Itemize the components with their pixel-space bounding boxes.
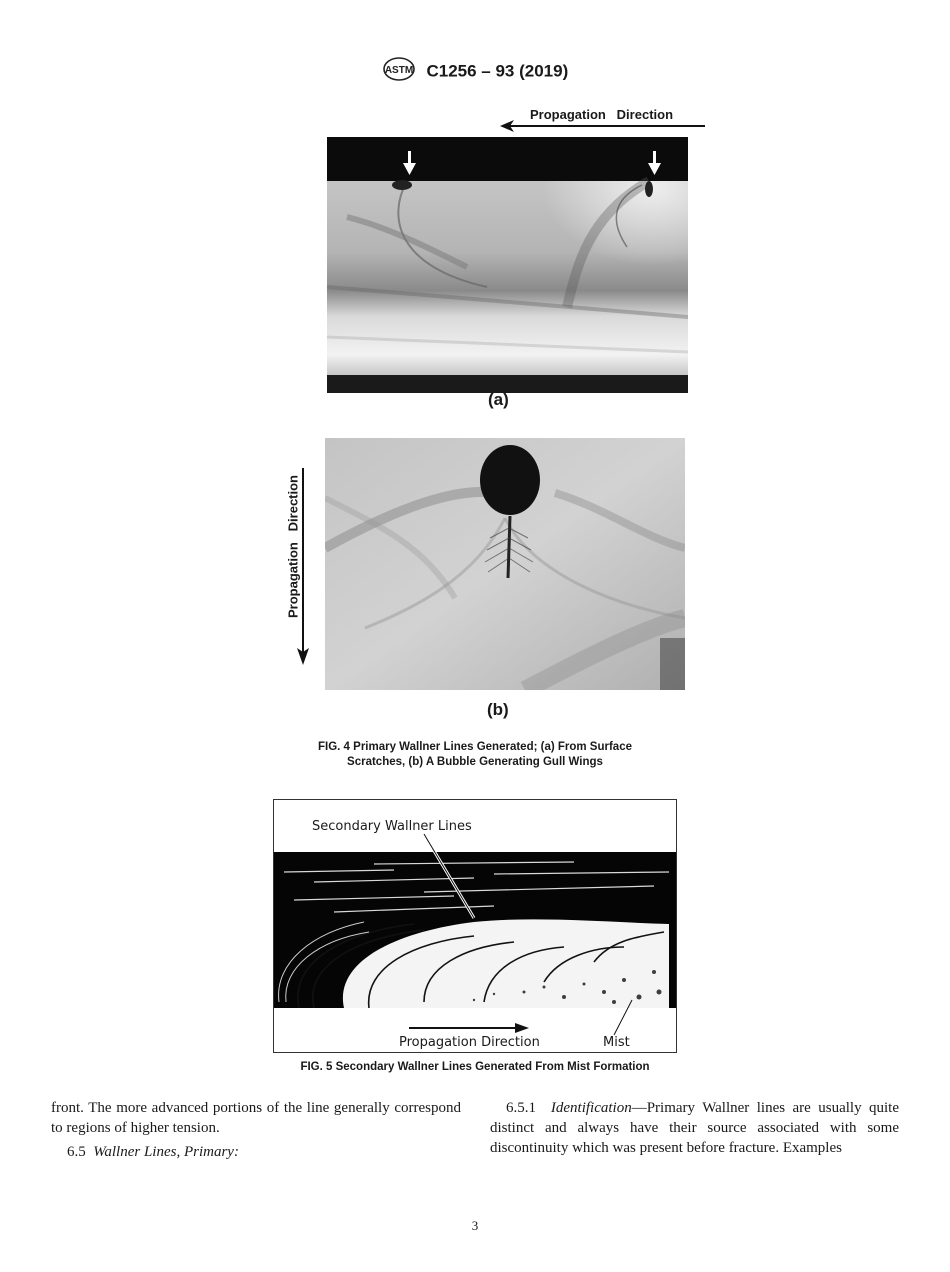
body-right-column (490, 1098, 899, 1158)
section-heading-6-5 (51, 1142, 461, 1162)
subsection-title: Identification (550, 1100, 632, 1116)
arrow-left-icon (500, 119, 705, 137)
fig4a-direction-label: Propagation Direction (530, 107, 674, 122)
fig5-direction-label: Propagation Direction (399, 1035, 540, 1050)
body-left-column (51, 1098, 461, 1162)
fig5-secondary-label: Secondary Wallner Lines (312, 819, 472, 834)
fig4-caption-line2: Scratches, (b) A Bubble Generating Gull Wings (347, 756, 603, 768)
fig4a-photo (327, 137, 688, 393)
fig4-caption (200, 740, 750, 770)
section-title: Wallner Lines, Primary: (93, 1144, 239, 1160)
fig5-caption: FIG. 5 Secondary Wallner Lines Generated From Mist Formation (300, 1061, 650, 1073)
section-number: 6.5 (67, 1144, 86, 1160)
subsection-text: —Primary Wallner lines are usually quite distinct and always have their source associated with some discontinuity which was present before fracture. Examples (490, 1100, 899, 1156)
standard-designation: C1256 – 93 (2019) (426, 61, 569, 81)
paragraph-6-5-1 (490, 1098, 899, 1158)
fig4b-direction-label: Propagation Direction (285, 475, 301, 619)
page-number: 3 (471, 1218, 479, 1233)
fig4b-sublabel: (b) (487, 700, 509, 719)
subsection-number: 6.5.1 (506, 1100, 536, 1116)
fig5-leader-lines (274, 800, 676, 1052)
svg-text:ASTM: ASTM (384, 65, 413, 76)
fig5-mist-label: Mist (603, 1035, 630, 1050)
fig4a-sublabel: (a) (488, 390, 509, 409)
fig4-caption-line1: FIG. 4 Primary Wallner Lines Generated; (a) From Surface (318, 741, 632, 753)
fig5-figure (273, 799, 677, 1053)
document-header (0, 56, 950, 87)
astm-logo-icon (382, 56, 416, 87)
paragraph-continuation: front. The more advanced portions of the line generally correspond to regions of higher tension. (51, 1100, 461, 1136)
fig4b-photo (325, 438, 685, 690)
